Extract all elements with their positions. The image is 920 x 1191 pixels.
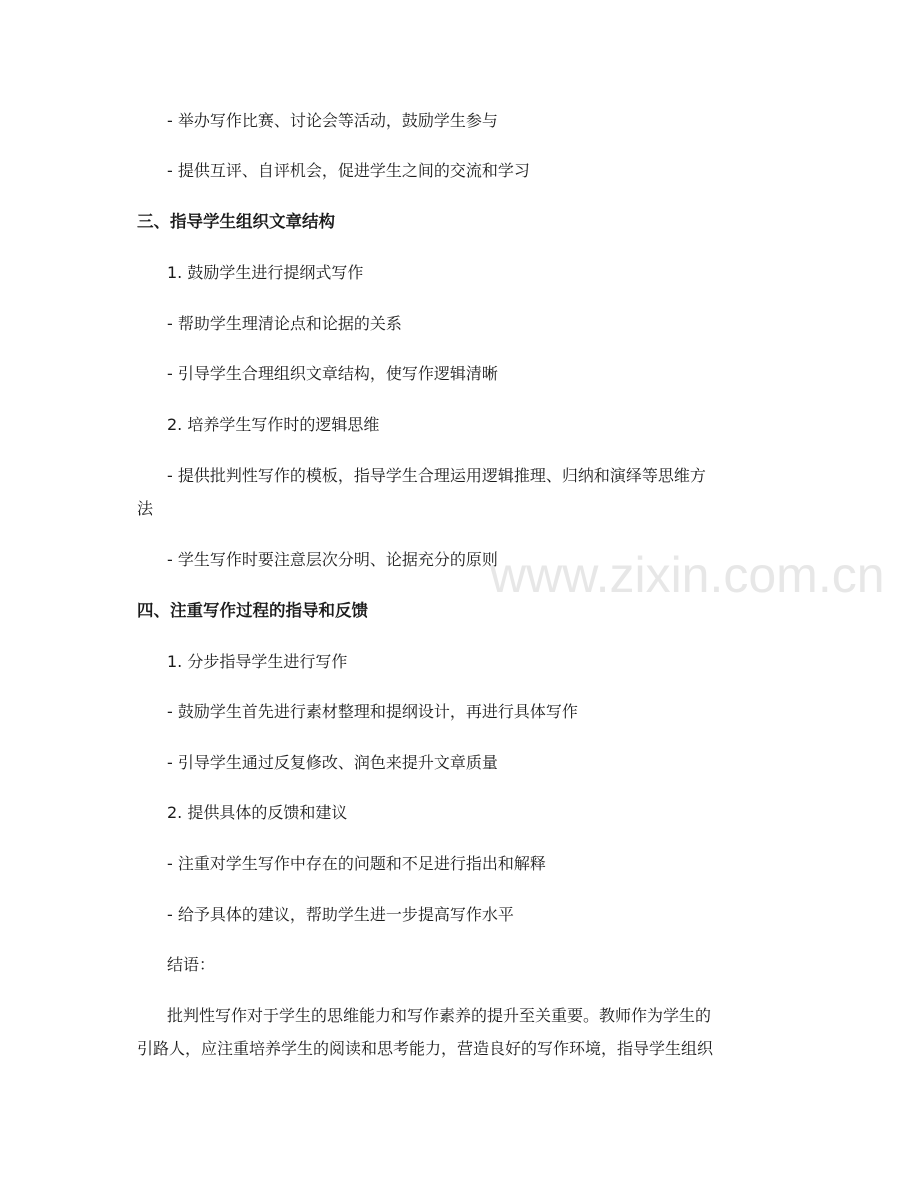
bullet-line: - 引导学生合理组织文章结构，使写作逻辑清晰 [167, 364, 498, 383]
bullet-line: - 提供批判性写作的模板，指导学生合理运用逻辑推理、归纳和演绎等思维方 [167, 466, 706, 485]
bullet-line-continuation: 法 [137, 499, 154, 518]
conclusion-paragraph-line: 批判性写作对于学生的思维能力和写作素养的提升至关重要。教师作为学生的 [167, 1006, 712, 1025]
section-heading-3: 三、指导学生组织文章结构 [137, 212, 335, 231]
numbered-item: 1. 鼓励学生进行提纲式写作 [167, 263, 364, 282]
watermark: www.zixin.com.cn [490, 547, 885, 603]
bullet-line: - 帮助学生理清论点和论据的关系 [167, 314, 402, 333]
numbered-item: 2. 提供具体的反馈和建议 [167, 803, 348, 822]
section-heading-4: 四、注重写作过程的指导和反馈 [137, 601, 368, 620]
bullet-line: - 举办写作比赛、讨论会等活动，鼓励学生参与 [167, 111, 498, 130]
bullet-line: - 学生写作时要注意层次分明、论据充分的原则 [167, 550, 498, 569]
bullet-line: - 给予具体的建议，帮助学生进一步提高写作水平 [167, 905, 514, 924]
conclusion-label: 结语： [167, 955, 216, 974]
conclusion-paragraph-line: 引路人，应注重培养学生的阅读和思考能力，营造良好的写作环境，指导学生组织 [137, 1039, 714, 1058]
numbered-item: 2. 培养学生写作时的逻辑思维 [167, 415, 380, 434]
bullet-line: - 提供互评、自评机会，促进学生之间的交流和学习 [167, 161, 530, 180]
numbered-item: 1. 分步指导学生进行写作 [167, 652, 348, 671]
bullet-line: - 鼓励学生首先进行素材整理和提纲设计，再进行具体写作 [167, 702, 578, 721]
bullet-line: - 注重对学生写作中存在的问题和不足进行指出和解释 [167, 854, 546, 873]
bullet-line: - 引导学生通过反复修改、润色来提升文章质量 [167, 753, 498, 772]
